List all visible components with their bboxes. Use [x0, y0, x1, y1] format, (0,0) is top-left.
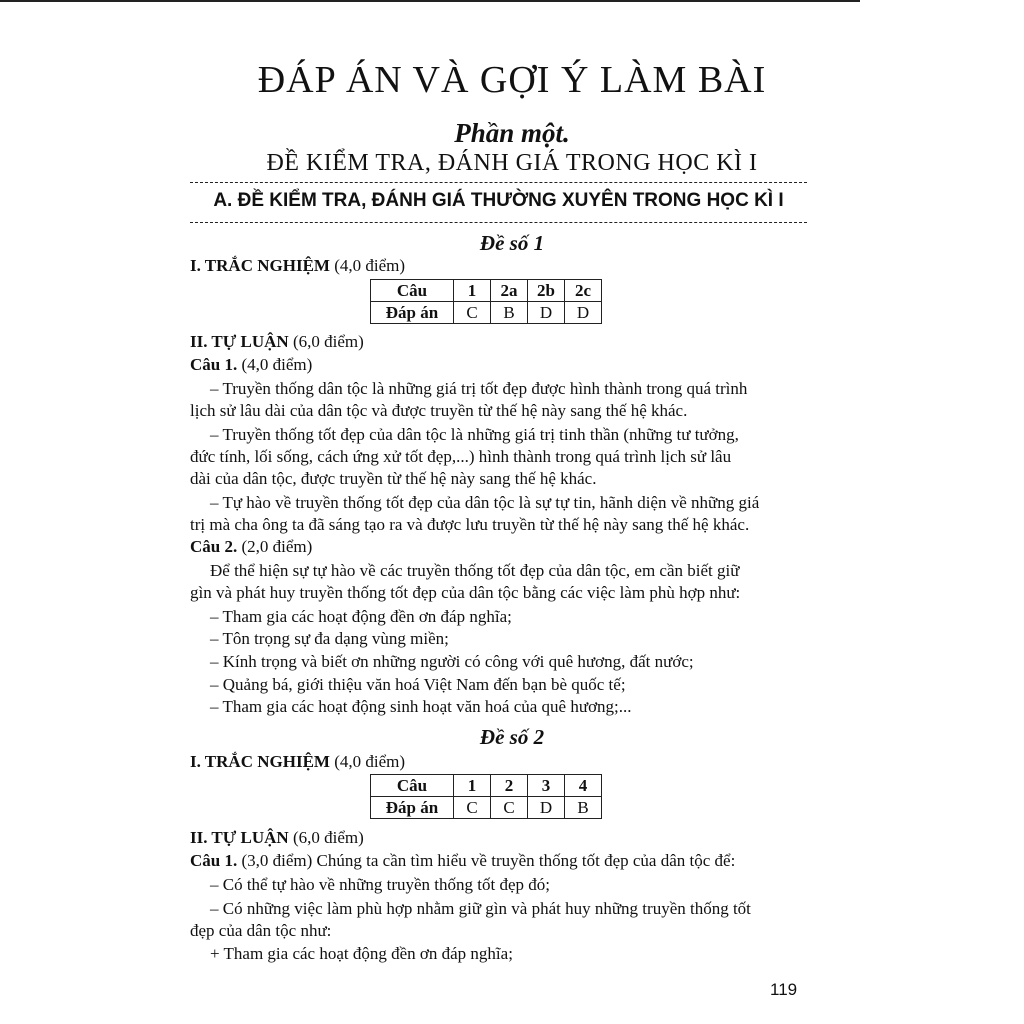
exam-1-q1-heading: Câu 1. (4,0 điểm) — [190, 355, 313, 374]
list-item: – Kính trọng và biết ơn những người có công với quê hương, đất nước; — [210, 652, 694, 671]
list-item: – Tham gia các hoạt động đền ơn đáp nghĩa; — [210, 607, 512, 626]
text-line: – Truyền thống tốt đẹp của dân tộc là những giá trị tinh thần (những tư tưởng, — [210, 425, 739, 444]
divider-bottom — [190, 222, 807, 223]
exam-1-heading: Đề số 1 — [479, 231, 545, 255]
exam-2-q1-heading: Câu 1. (3,0 điểm) Chúng ta cần tìm hiểu về truyền thống tốt đẹp của dân tộc để: — [190, 851, 736, 870]
list-item: – Có những việc làm phù hợp nhằm giữ gìn và phát huy những truyền thống tốt — [210, 899, 751, 918]
page-edge — [0, 0, 860, 2]
section-a-heading: A. ĐỀ KIỂM TRA, ĐÁNH GIÁ THƯỜNG XUYÊN TRONG HỌC KÌ I — [213, 190, 784, 211]
text-line: đức tính, lối sống, cách ứng xử tốt đẹp,...) hình thành trong quá trình lịch sử lâu — [190, 447, 732, 466]
page-number: 119 — [770, 980, 798, 999]
text-line: lịch sử lâu dài của dân tộc và được truyền từ thế hệ này sang thế hệ khác. — [190, 401, 688, 420]
table-row: Câu 1 2 3 4 — [371, 775, 602, 797]
part-heading: Phần một. — [454, 118, 570, 148]
list-item: – Tham gia các hoạt động sinh hoạt văn hoá của quê hương;... — [210, 697, 632, 716]
text-line: trị mà cha ông ta đã sáng tạo ra và được lưu truyền từ thế hệ này sang thế hệ khác. — [190, 515, 750, 534]
exam-2-essay-heading: II. TỰ LUẬN (6,0 điểm) — [190, 828, 364, 847]
table-row: Đáp án C C D B — [371, 797, 602, 819]
table-row: Câu 1 2a 2b 2c — [371, 280, 602, 302]
exam-1-mc-heading: I. TRẮC NGHIỆM (4,0 điểm) — [190, 256, 406, 275]
divider-top — [190, 182, 807, 183]
text-line: đẹp của dân tộc như: — [190, 921, 332, 940]
exam-1-essay-heading: II. TỰ LUẬN (6,0 điểm) — [190, 332, 364, 351]
text-line: Để thể hiện sự tự hào về các truyền thống tốt đẹp của dân tộc, em cần biết giữ — [210, 561, 740, 580]
exam-2-heading: Đề số 2 — [479, 725, 545, 749]
list-item: – Quảng bá, giới thiệu văn hoá Việt Nam đến bạn bè quốc tế; — [210, 675, 626, 694]
text-line: gìn và phát huy truyền thống tốt đẹp của dân tộc bằng các việc làm phù hợp như: — [190, 583, 741, 602]
text-line: – Tự hào về truyền thống tốt đẹp của dân tộc là sự tự tin, hãnh diện về những giá — [210, 493, 760, 512]
list-item: + Tham gia các hoạt động đền ơn đáp nghĩa; — [210, 944, 513, 963]
list-item: – Có thể tự hào về những truyền thống tốt đẹp đó; — [210, 875, 550, 894]
list-item: – Tôn trọng sự đa dạng vùng miền; — [210, 629, 449, 648]
exam-1-answer-table — [370, 279, 602, 324]
page-title: ĐÁP ÁN VÀ GỢI Ý LÀM BÀI — [257, 59, 767, 101]
part-subtitle: ĐỀ KIỂM TRA, ĐÁNH GIÁ TRONG HỌC KÌ I — [266, 150, 758, 176]
exam-1-q2-heading: Câu 2. (2,0 điểm) — [190, 537, 313, 556]
table-row: Đáp án C B D D — [371, 302, 602, 324]
exam-2-answer-table — [370, 774, 602, 819]
exam-2-mc-heading: I. TRẮC NGHIỆM (4,0 điểm) — [190, 752, 406, 771]
text-line: dài của dân tộc, được truyền từ thế hệ này sang thế hệ khác. — [190, 469, 597, 488]
text-line: – Truyền thống dân tộc là những giá trị tốt đẹp được hình thành trong quá trình — [210, 379, 748, 398]
